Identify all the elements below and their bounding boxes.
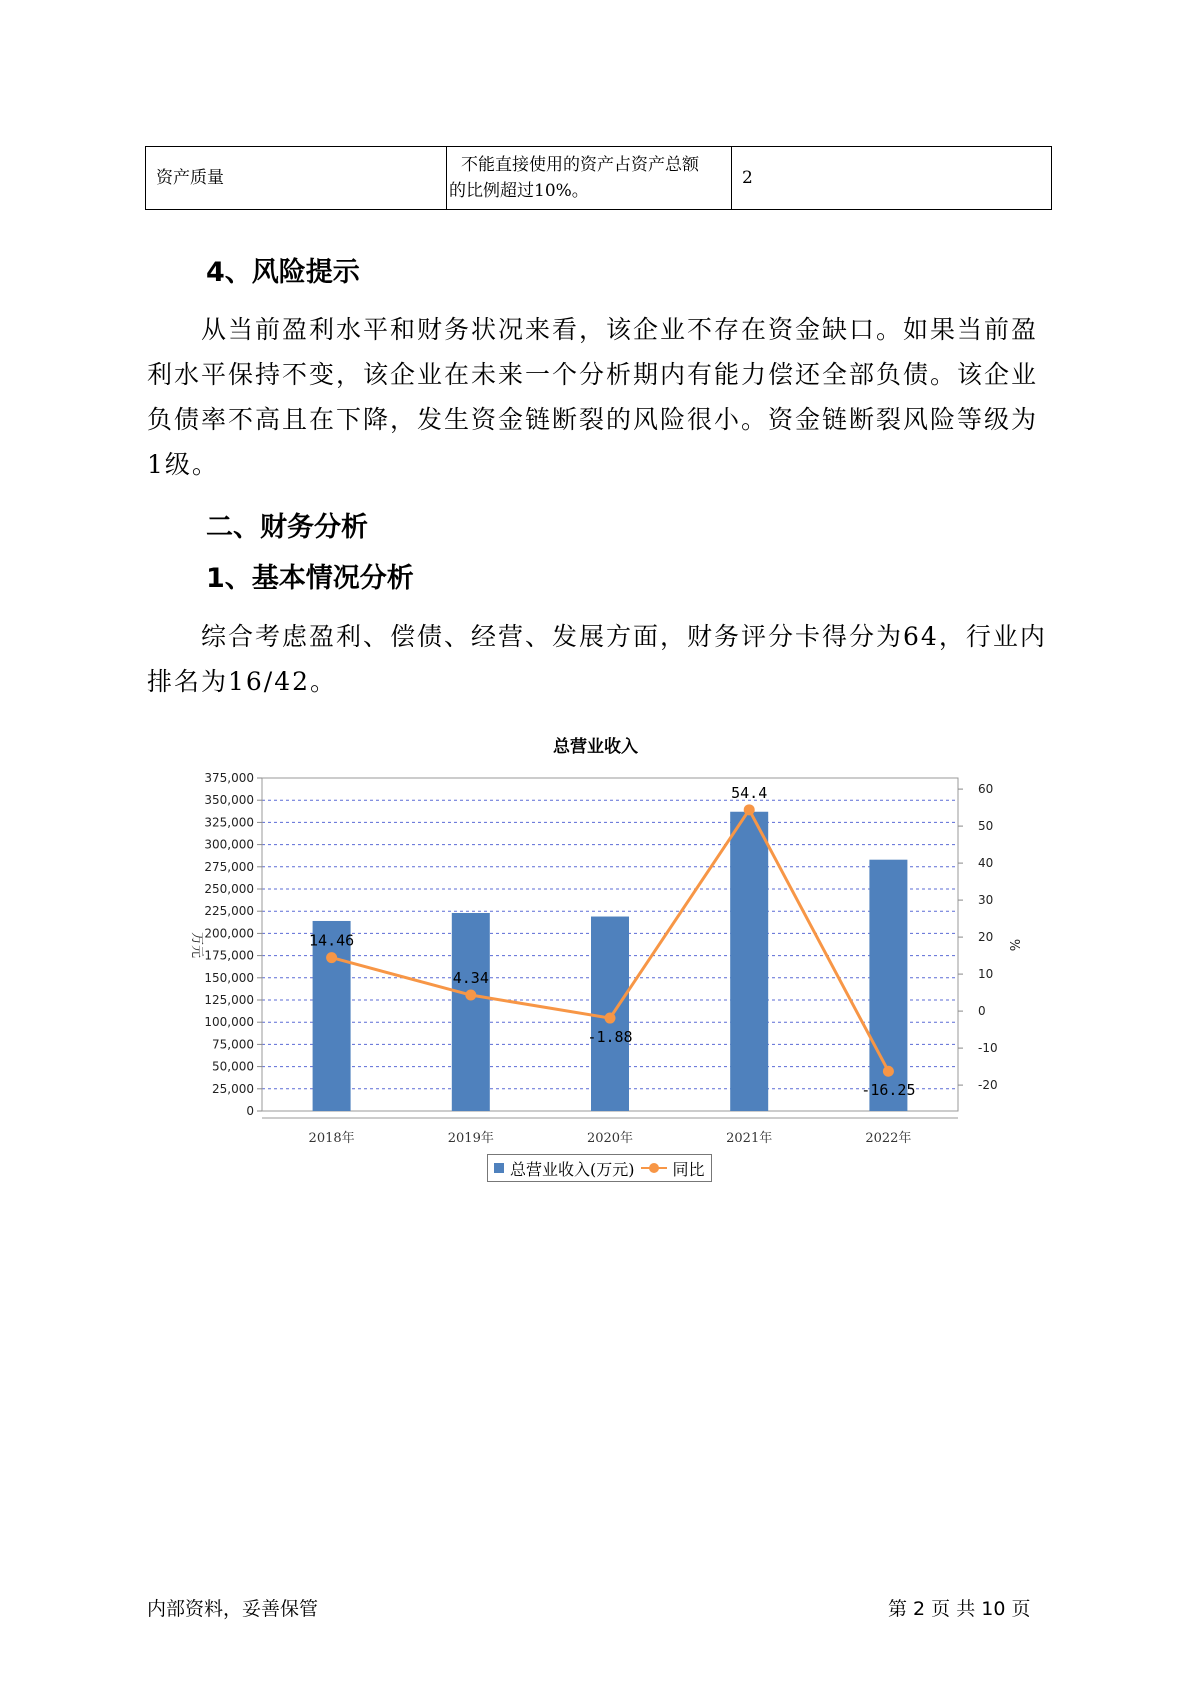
footer-page-number: 第 2 页 共 10 页	[888, 1598, 1031, 1620]
footer-confidential: 内部资料，妥善保管	[147, 1598, 319, 1620]
criterion-line-2: 的比例超过10%。	[449, 181, 589, 201]
legend-bar-label: 总营业收入(万元)	[510, 1159, 635, 1179]
left-tick-label: 100,000	[204, 1015, 254, 1030]
legend-line-label: 同比	[672, 1159, 705, 1179]
legend-bar-swatch	[494, 1163, 504, 1173]
left-tick-label: 50,000	[212, 1059, 254, 1074]
x-tick-label: 2019年	[447, 1131, 494, 1146]
left-tick-label: 350,000	[204, 793, 254, 808]
left-axis-ticks	[204, 771, 262, 1118]
left-tick-label: 375,000	[204, 771, 254, 785]
right-tick-label: 0	[978, 1004, 986, 1019]
left-tick-label: 275,000	[204, 859, 254, 874]
right-tick-label: 30	[978, 893, 994, 908]
bar	[452, 913, 490, 1111]
x-tick-label: 2022年	[865, 1131, 912, 1146]
left-tick-label: 75,000	[212, 1037, 254, 1052]
right-axis-title: %	[1006, 938, 1021, 952]
x-tick-label: 2018年	[308, 1131, 355, 1146]
right-axis-ticks	[958, 782, 998, 1092]
table-cell-item: 资产质量	[146, 147, 447, 210]
data-label: 54.4	[731, 783, 768, 802]
left-axis-title: 万元	[189, 931, 204, 959]
right-tick-label: 60	[978, 782, 994, 797]
left-tick-label: 300,000	[204, 837, 254, 852]
left-tick-label: 125,000	[204, 993, 254, 1007]
left-tick-label: 325,000	[204, 815, 254, 830]
x-tick-label: 2021年	[726, 1131, 773, 1146]
risk-heading: 4、风险提示	[206, 257, 360, 288]
finance-heading: 二、财务分析	[206, 512, 368, 543]
left-tick-label: 150,000	[204, 970, 254, 985]
data-label: -1.88	[587, 1028, 633, 1047]
line-point	[744, 804, 755, 815]
left-tick-label: 25,000	[212, 1081, 254, 1096]
line-point	[883, 1066, 894, 1077]
left-tick-label: 200,000	[204, 926, 254, 941]
right-tick-label: 40	[978, 856, 994, 871]
criterion-line-1: 不能直接使用的资产占资产总额	[461, 155, 699, 175]
left-tick-label: 250,000	[204, 882, 254, 896]
chart-legend	[487, 1154, 712, 1182]
basic-analysis-paragraph: 综合考虑盈利、偿债、经营、发展方面，财务评分卡得分为64，行业内排名为16/42。	[147, 622, 1047, 696]
risk-paragraph: 从当前盈利水平和财务状况来看，该企业不存在资金缺口。如果当前盈利水平保持不变，该企业在未来一个分析期内有能力偿还全部负债。该企业负债率不高且在下降，发生资金链断裂的风险很小。资金链断裂风险等级为1级。	[147, 315, 1039, 479]
data-label: 4.34	[452, 969, 489, 988]
right-tick-label: -20	[978, 1078, 998, 1093]
chart-title: 总营业收入	[553, 737, 638, 757]
right-tick-label: 50	[978, 819, 994, 834]
category-axis	[262, 1118, 958, 1146]
table-cell-score: 2	[732, 147, 1052, 210]
left-tick-label: 0	[246, 1104, 254, 1118]
left-tick-label: 175,000	[204, 948, 254, 963]
basic-analysis-heading: 1、基本情况分析	[206, 563, 414, 594]
x-tick-label: 2020年	[586, 1131, 634, 1146]
right-tick-label: -10	[978, 1041, 998, 1056]
right-tick-label: 10	[978, 967, 994, 982]
right-tick-label: 20	[978, 930, 994, 945]
data-label: 14.46	[309, 931, 355, 950]
legend-line-swatch	[641, 1162, 667, 1174]
line-point	[465, 990, 476, 1001]
line-point	[326, 952, 337, 963]
bar	[730, 812, 768, 1111]
line-point	[605, 1013, 616, 1024]
data-label: -16.25	[861, 1081, 916, 1100]
left-tick-label: 225,000	[204, 904, 254, 919]
